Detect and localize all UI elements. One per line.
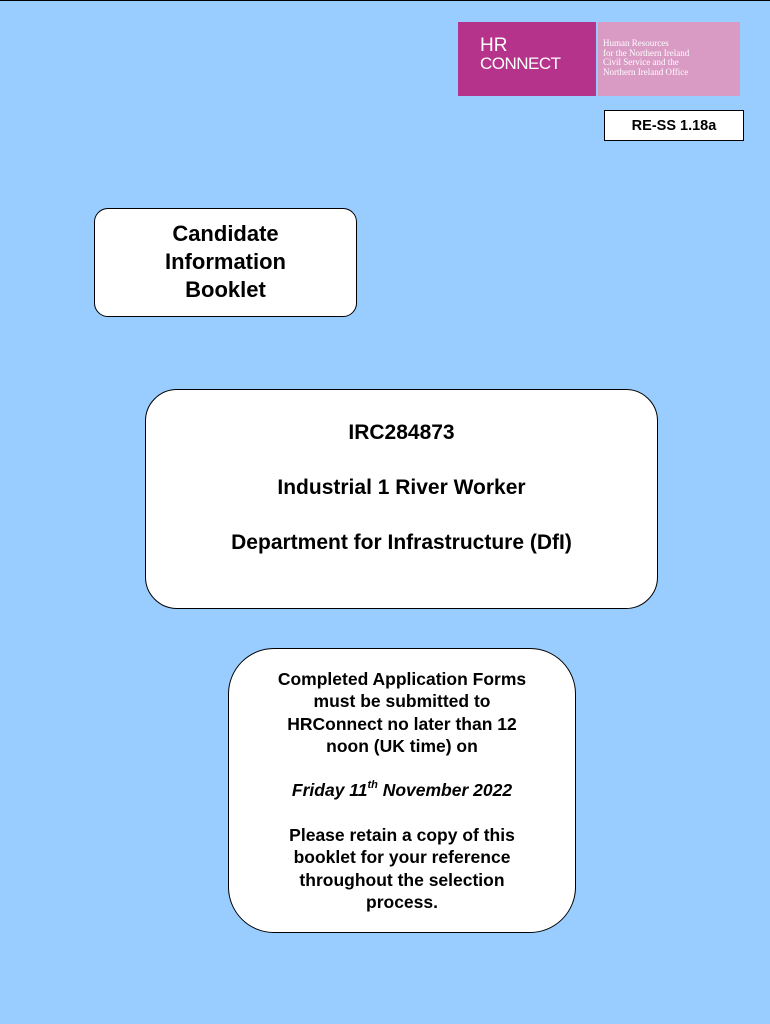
top-border-rule [0,0,770,1]
reference-code-box [604,110,744,141]
logo-tagline-line: for the Northern Ireland [603,47,690,58]
logo-connect-text: CONNECT [480,54,561,73]
logo-tagline-line: Human Resources [603,38,669,48]
deadline-line: Completed Application Forms [277,669,527,689]
deadline-box [228,648,576,933]
deadline-line: must be submitted to [313,691,491,712]
retain-line: throughout the selection [299,869,505,890]
job-title: Industrial 1 River Worker [277,476,526,499]
job-reference: IRC284873 [348,421,455,444]
hrconnect-logo [458,22,740,96]
job-details-box [145,389,658,609]
deadline-date-rest: November 2022 [377,780,513,800]
deadline-date [229,779,575,801]
logo-hr-text: HR [480,35,508,56]
booklet-title-box [94,208,357,317]
retain-line: process. [366,891,438,912]
booklet-title-line: Candidate [172,221,279,246]
deadline-notice [229,668,575,757]
logo-tagline-line: Northern Ireland Office [603,66,689,77]
reference-code: RE-SS 1.18a [631,117,717,134]
retain-line: booklet for your reference [293,847,511,868]
deadline-date-ordinal: th [367,779,378,792]
booklet-title-line: Information [165,249,286,274]
logo-tagline-line: Civil Service and the [603,57,679,67]
deadline-line: HRConnect no later than 12 [287,713,517,734]
job-department: Department for Infrastructure (DfI) [231,531,572,554]
deadline-date-prefix: Friday 11 [291,780,368,800]
deadline-line: noon (UK time) on [326,735,478,756]
logo-wordmark-panel [458,22,596,96]
booklet-title-line: Booklet [185,277,266,302]
retain-line: Please retain a copy of this [289,825,515,845]
retain-copy-notice [229,824,575,913]
logo-tagline-panel [598,22,740,96]
logo-tagline [603,39,737,77]
